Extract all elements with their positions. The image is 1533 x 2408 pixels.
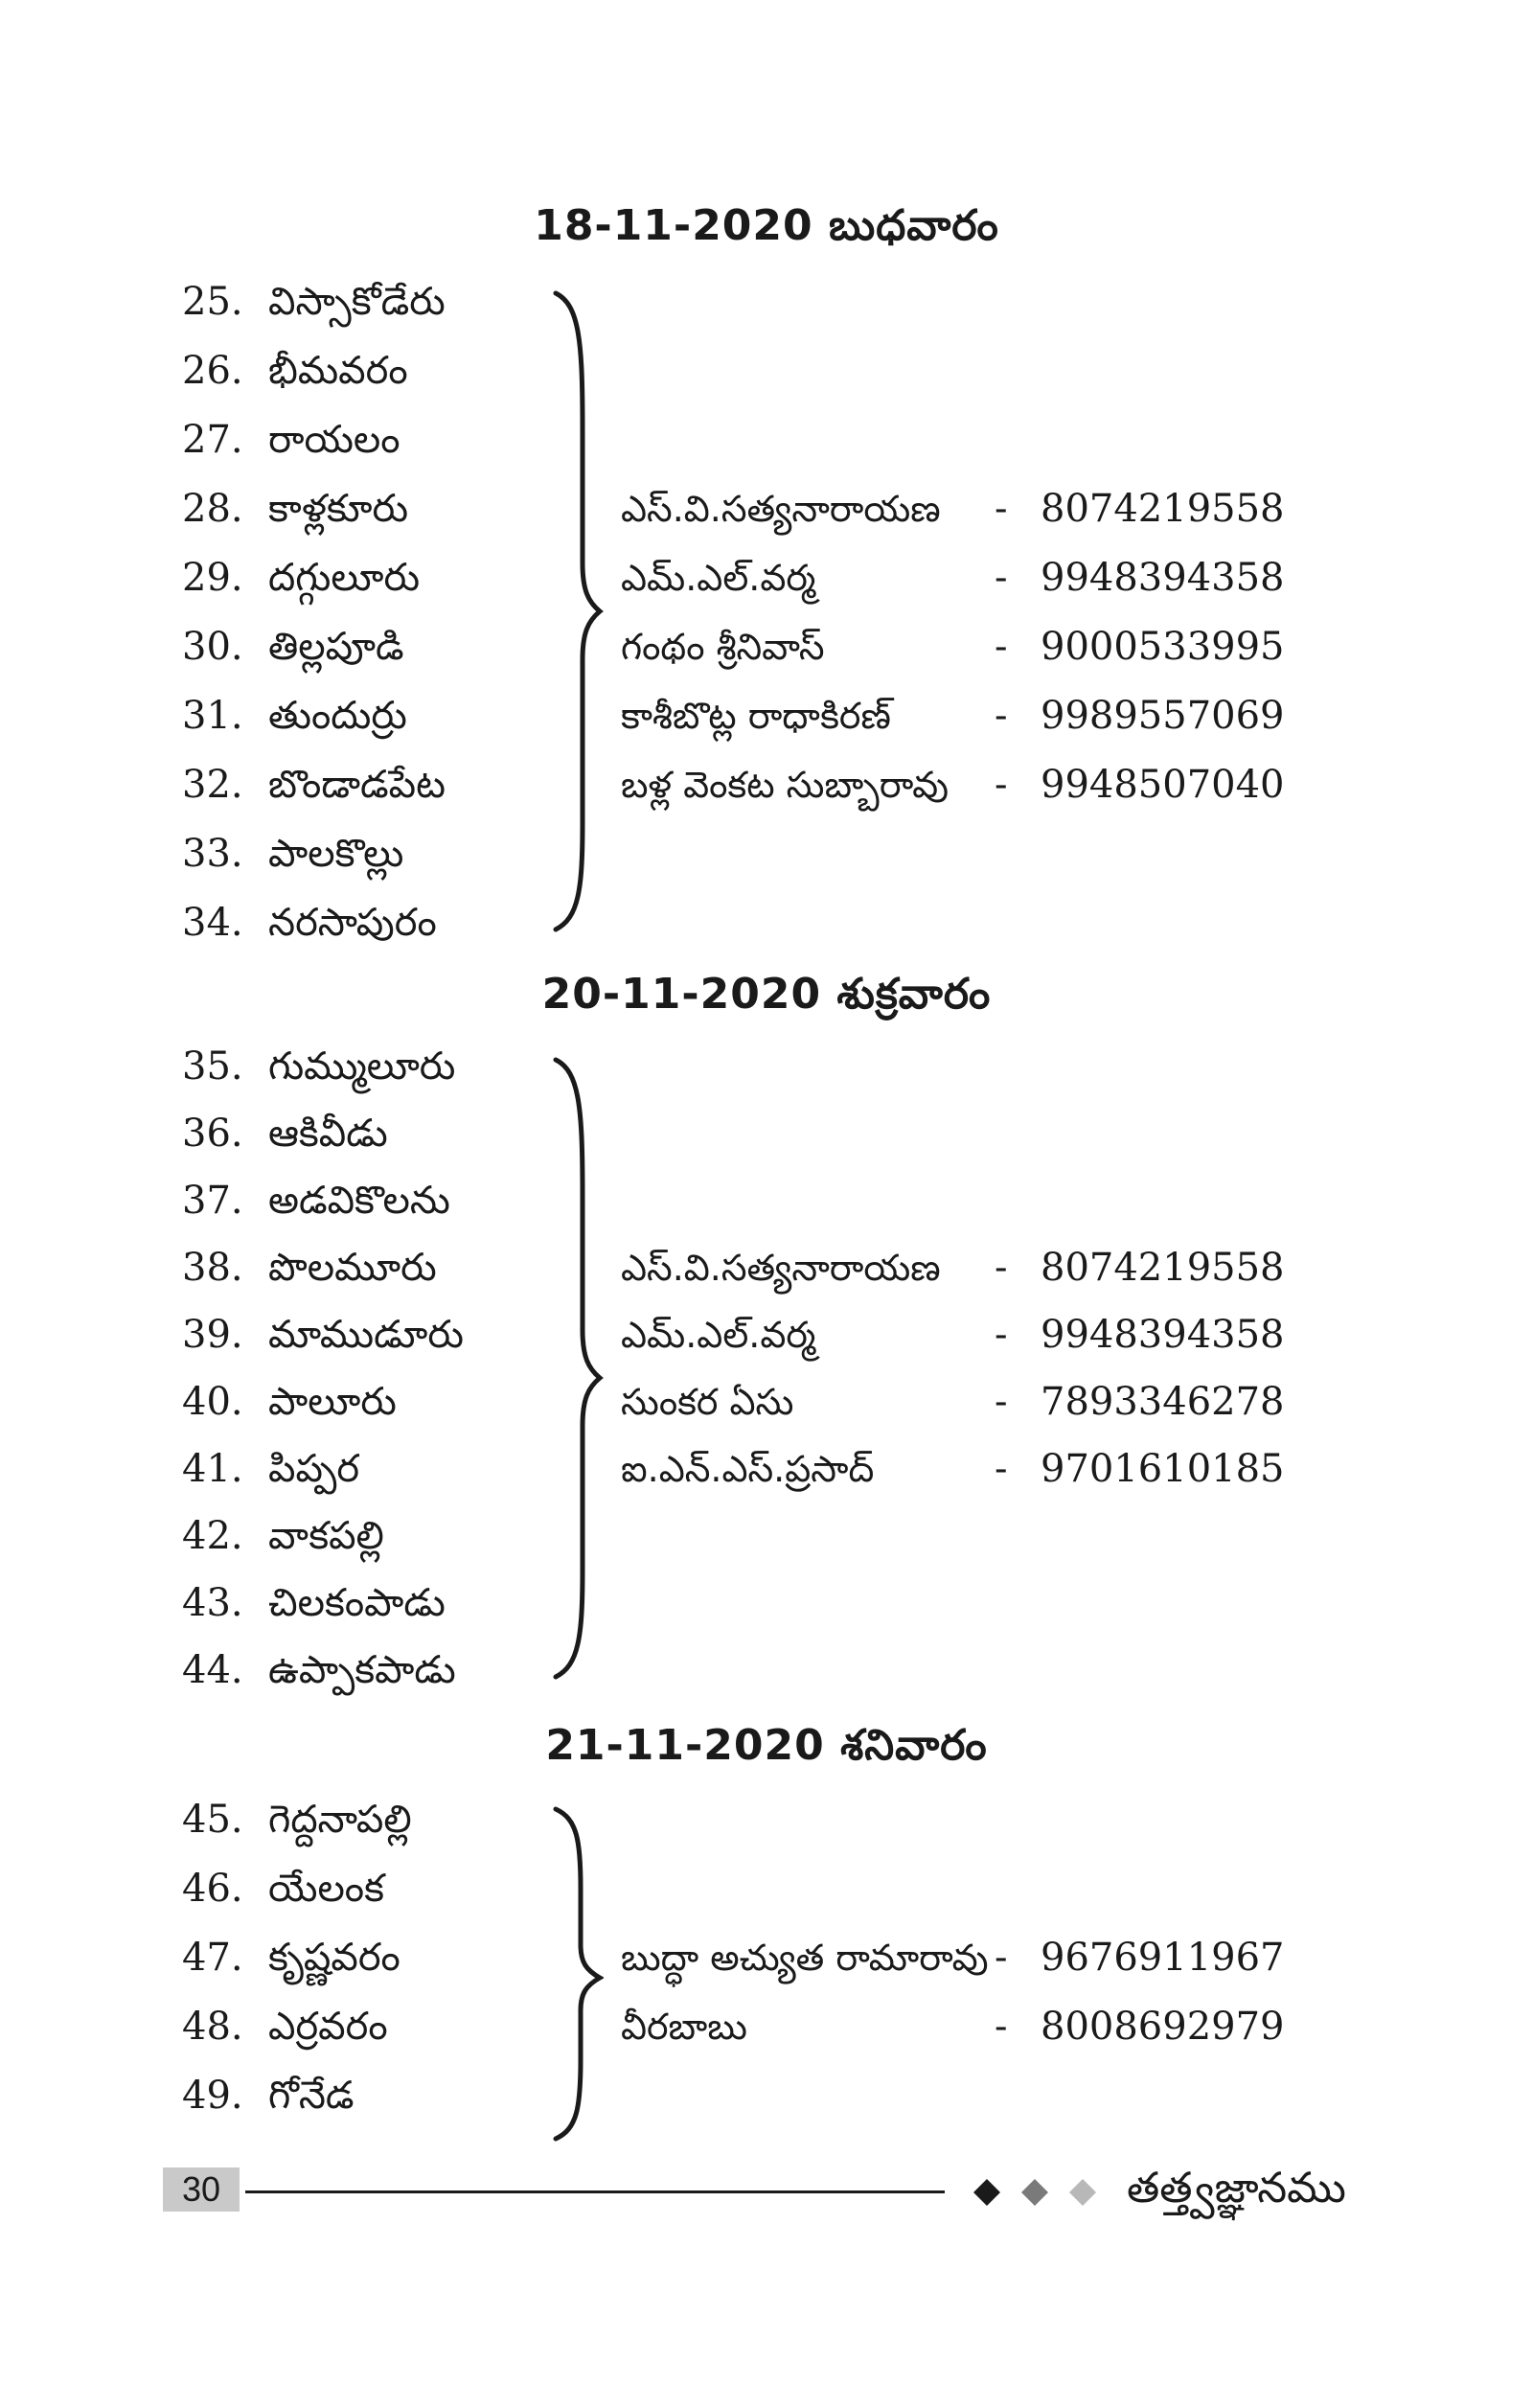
section-title-2: 20-11-2020 శుక్రవారం (541, 970, 992, 1019)
curly-brace-icon (546, 1052, 604, 1685)
diamond-ornament-icon (972, 2177, 1115, 2208)
contact-row: బళ్ల వెంకట సుబ్బారావు - 9948507040 (621, 763, 1285, 807)
contact-row: సుంకర ఏసు - 7893346278 (621, 1380, 1285, 1424)
place-row: 35. గుమ్ములూరు (182, 1044, 456, 1089)
place-row: 39. మాముడూరు (182, 1313, 464, 1357)
place-row: 37. అడవికొలను (182, 1179, 450, 1223)
place-row: 38. పొలమూరు (182, 1246, 437, 1290)
place-row: 26. భీమవరం (182, 349, 408, 393)
place-row: 32. బొండాడపేట (182, 763, 446, 807)
contact-row: ఎస్.వి.సత్యనారాయణ - 8074219558 (621, 1246, 1285, 1290)
place-row: 40. పాలూరు (182, 1380, 397, 1424)
place-row: 25. విస్సాకోడేరు (182, 280, 446, 324)
contact-row: బుద్ధా అచ్యుత రామారావు - 9676911967 (621, 1936, 1285, 1980)
contact-row: ఎమ్.ఎల్.వర్మ - 9948394358 (621, 556, 1285, 600)
contact-row: కాశీబొట్ల రాధాకిరణ్ - 9989557069 (621, 694, 1285, 738)
section-title-1: 18-11-2020 బుధవారం (534, 201, 999, 250)
place-row: 43. చిలకంపాడు (182, 1581, 446, 1625)
place-row: 31. తుందుర్రు (182, 694, 407, 738)
contact-row: వీరబాబు - 8008692979 (621, 2005, 1285, 2049)
curly-brace-icon (546, 1801, 604, 2146)
footer-rule (245, 2190, 945, 2193)
place-row: 27. రాయలం (182, 418, 400, 462)
place-row: 46. యేలంక (182, 1867, 384, 1911)
place-row: 41. పిప్పర (182, 1447, 360, 1491)
contact-row: ఎమ్.ఎల్.వర్మ - 9948394358 (621, 1313, 1285, 1357)
page-footer (163, 2164, 1370, 2221)
contact-row: ఐ.ఎన్.ఎస్.ప్రసాద్ - 9701610185 (621, 1447, 1285, 1491)
place-row: 48. ఎర్రవరం (182, 2005, 388, 2049)
contact-row: ఎస్.వి.సత్యనారాయణ - 8074219558 (621, 487, 1285, 531)
place-row: 44. ఉప్పాకపాడు (182, 1648, 456, 1692)
place-row: 29. దగ్గులూరు (182, 556, 421, 600)
place-row: 34. నరసాపురం (182, 901, 437, 945)
place-row: 42. వాకపల్లి (182, 1514, 384, 1558)
place-row: 47. కృష్ణవరం (182, 1936, 400, 1980)
section-title-3: 21-11-2020 శనివారం (545, 1721, 988, 1770)
curly-brace-icon (546, 286, 604, 937)
contact-row: గంథం శ్రీనివాస్ - 9000533995 (621, 625, 1285, 669)
book-title: తత్త్వజ్ఞానము (1127, 2164, 1346, 2213)
place-row: 30. తిల్లపూడి (182, 625, 404, 669)
place-row: 45. గెద్దనాపల్లి (182, 1798, 412, 1842)
page-number: 30 (163, 2167, 240, 2212)
place-row: 33. పాలకొల్లు (182, 832, 404, 876)
place-row: 49. గోనేడ (182, 2074, 355, 2118)
place-row: 36. ఆకివీడు (182, 1112, 388, 1156)
place-row: 28. కాళ్లకూరు (182, 487, 409, 531)
